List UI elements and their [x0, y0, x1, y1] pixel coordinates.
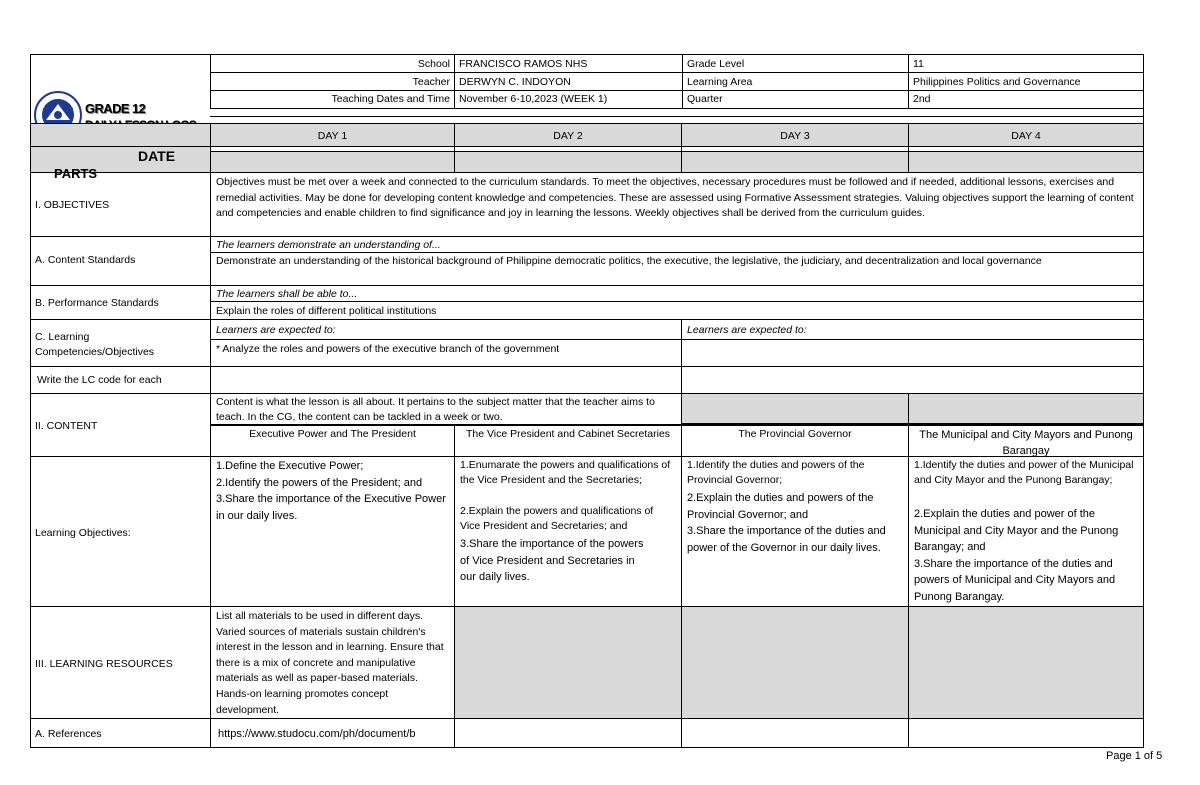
teacher-label: Teacher: [412, 76, 450, 88]
performance-standards-text: Explain the roles of different political institutions: [216, 305, 437, 317]
learning-objectives-label: Learning Objectives:: [35, 527, 131, 539]
references-link[interactable]: https://www.studocu.com/ph/document/b: [218, 728, 416, 740]
topic-day-1: Executive Power and The President: [249, 428, 416, 440]
day-3-header: DAY 3: [780, 130, 810, 142]
references-label: A. References: [35, 728, 102, 740]
performance-standards-label: B. Performance Standards: [35, 297, 159, 309]
competencies-text: * Analyze the roles and powers of the executive branch of the government: [216, 343, 560, 355]
school-value: FRANCISCO RAMOS NHS: [459, 58, 588, 70]
content-text: Content is what the lesson is all about. It pertains to the subject matter that the teacher aims to teach. In the CG, the content can be tackled in a week or two.: [216, 396, 655, 423]
parts-label: PARTS: [54, 166, 98, 181]
brand-title-line1: GRADE 12: [85, 101, 146, 116]
teaching-dates-label: Teaching Dates and Time: [331, 93, 450, 105]
quarter-label: Quarter: [687, 93, 723, 105]
day-4-header: DAY 4: [1011, 130, 1041, 142]
learning-resources-label: III. LEARNING RESOURCES: [35, 658, 173, 670]
learning-objectives-day-2-b: 2.Explain the powers and qualifications of Vice President and Secretaries; and: [460, 505, 654, 532]
lc-code-label: Write the LC code for each: [37, 374, 162, 386]
competencies-label: C. Learning Competencies/Objectives: [35, 331, 155, 358]
learning-area-label: Learning Area: [687, 76, 753, 88]
teacher-value: DERWYN C. INDOYON: [459, 76, 571, 88]
competencies-prompt-1: Learners are expected to:: [216, 324, 336, 336]
learning-objectives-day-1: 1.Define the Executive Power; 2.Identify the powers of the President; and 3.Share the importance of the Executive Power in our daily lives.: [216, 460, 446, 522]
topic-day-3: The Provincial Governor: [738, 428, 852, 440]
page-number: Page 1 of 5: [1106, 750, 1163, 762]
grade-level-value: 11: [913, 58, 924, 70]
learning-area-value: Philippines Politics and Governance: [913, 76, 1081, 88]
learning-objectives-day-2-c: 3.Share the importance of the powers of Vice President and Secretaries in our daily lives.: [460, 538, 644, 583]
teaching-dates-value: November 6-10,2023 (WEEK 1): [459, 93, 608, 105]
learning-objectives-day-4-a: 1.Identify the duties and power of the Municipal and City Mayor and the Punong Barangay;: [914, 459, 1134, 486]
competencies-prompt-2: Learners are expected to:: [687, 324, 807, 336]
learning-objectives-day-3-b: 2.Explain the duties and powers of the Provincial Governor; and 3.Share the importance of the duties and power of the Governor in our daily lives.: [687, 492, 886, 554]
learning-objectives-day-4-b: 2.Explain the duties and power of the Municipal and City Mayor and the Punong Barangay; and 3.Share the importance of the duties and powers of Municipal and City Mayors and Punong Barangay.: [914, 508, 1119, 603]
content-label: II. CONTENT: [35, 420, 98, 432]
date-label: DATE: [138, 148, 176, 164]
content-standards-label: A. Content Standards: [35, 254, 136, 266]
learning-objectives-day-3-a: 1.Identify the duties and powers of the Provincial Governor;: [687, 459, 865, 486]
performance-standards-prompt: The learners shall be able to...: [216, 288, 358, 300]
learning-objectives-day-2-a: 1.Enumarate the powers and qualifications of the Vice President and the Secretaries;: [460, 459, 671, 486]
objectives-text: Objectives must be met over a week and connected to the curriculum standards. To meet the objectives, necessary procedures must be followed and if needed, additional lessons, exercises and remedial activities. May be done for developing content knowledge and competencies. These are assessed using Formative Assessment strategies. Valuing objectives support the learning of content and competencies and enable children to find significance and joy in learning the lessons. Weekly objectives shall be derived from the curriculum guides.: [216, 176, 1134, 219]
topic-day-2: The Vice President and Cabinet Secretaries: [465, 428, 671, 440]
day-2-header: DAY 2: [553, 130, 583, 142]
school-label: School: [417, 58, 450, 70]
day-1-header: DAY 1: [317, 130, 348, 142]
objectives-label: I. OBJECTIVES: [35, 199, 110, 211]
grade-level-label: Grade Level: [687, 58, 745, 70]
learning-resources-text: List all materials to be used in different days. Varied sources of materials sustain children's interest in the lesson and in learning. Ensure that there is a mix of concrete and manipulative materials as well as paper-based materials. Hands-on learning promotes concept development.: [216, 610, 444, 716]
content-standards-text: Demonstrate an understanding of the historical background of Philippine democratic politics, the executive, the legislative, the judiciary, and decentralization and local governance: [216, 255, 1042, 267]
topic-day-4: The Municipal and City Mayors and Punong Barangay: [919, 429, 1133, 457]
quarter-value: 2nd: [913, 93, 931, 105]
content-standards-prompt: The learners demonstrate an understanding of...: [216, 239, 441, 251]
